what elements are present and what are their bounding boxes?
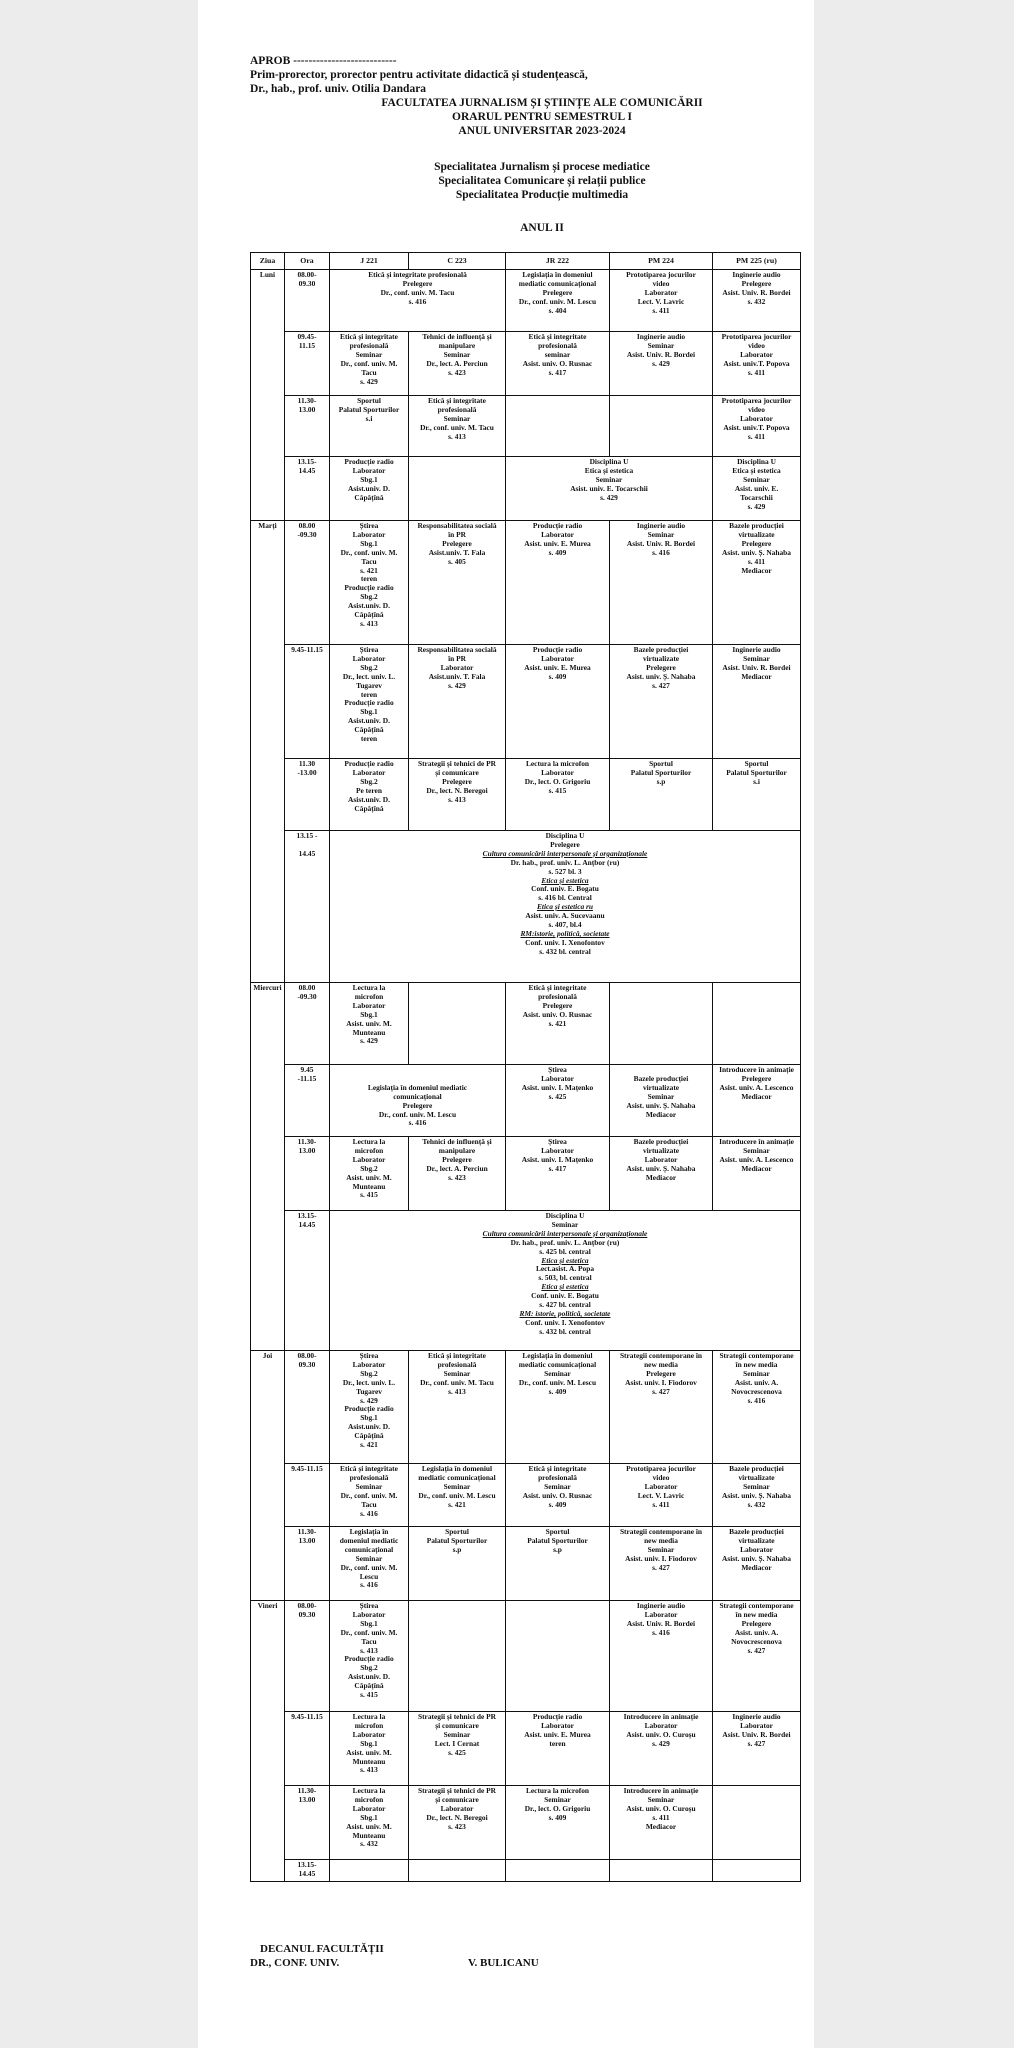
class-cell: Strategii contemporane în new media Prelegere Asist. univ. I. Fiodorov s. 427 [610,1351,713,1464]
table-header-row [251,253,801,270]
class-cell: Prototiparea jocurilor video Laborator Lect. V. Lavric s. 411 [610,1464,713,1527]
class-line: Asist. univ. A. Sucevaanu [525,911,605,921]
class-line: s. 407, bl.4 [548,920,582,930]
class-cell: Etică și integritate profesională Prelegere Dr., conf. univ. M. Tacu s. 416 [330,270,506,332]
class-cell: Inginerie audio Prelegere Asist. Univ. R. Bordei s. 432 [713,270,801,332]
dean-name: V. BULICANU [468,1957,539,1969]
class-line: s. 416 bl. Central [538,893,592,903]
time-cell: 13.15- 14.45 [285,1211,330,1351]
table-row [251,396,801,457]
class-cell [506,1860,610,1882]
class-line: s. 427 bl. central [539,1300,591,1310]
specialty-1: Specialitatea Jurnalism și procese mediatice [434,161,650,173]
time-cell: 08.00- 09.30 [285,270,330,332]
class-line: RM: istorie, politică, societate [519,1308,611,1318]
table-row [251,1860,801,1882]
class-cell: Legislația în domeniul mediatic comunicațional Prelegere Dr., conf. univ. M. Lescu s. 416 [330,1065,506,1137]
day-cell: Vineri [251,1601,285,1882]
col-header-c223: C 223 [409,253,506,270]
class-cell: Introducere în animație Laborator Asist. univ. O. Curoșu s. 429 [610,1712,713,1786]
class-line: Prelegere [550,839,580,849]
class-cell: Lectura la microfon Seminar Dr., lect. O. Grigoriu s. 409 [506,1786,610,1860]
specialty-3: Specialitatea Producție multimedia [455,189,629,201]
class-cell: Lectura la microfon Laborator Sbg.2 Asist. univ. M. Munteanu s. 415 [330,1137,409,1211]
class-cell: Bazele producției virtualizate Seminar Asist. univ. Ș. Nahaba Mediacor [610,1065,713,1137]
class-cell: Introducere în animație Seminar Asist. univ. O. Curoșu s. 411 Mediacor [610,1786,713,1860]
class-cell: Știrea Laborator Asist. univ. I. Mațenko s. 425 [506,1065,610,1137]
class-line: Dr. hab., prof. univ. L. Anțbor (ru) [510,1237,620,1247]
class-line: Cultura comunicării interpersonale și organizaționale [482,1228,648,1238]
col-header-pm224: PM 224 [610,253,713,270]
table-row [251,1211,801,1351]
class-cell [330,1860,409,1882]
class-cell [330,1211,801,1351]
year-of-study: ANUL II [520,222,564,234]
table-row [251,270,801,332]
class-line: Etica și estetica [541,875,589,885]
dean-title: DR., CONF. UNIV. [250,1957,340,1969]
class-line: s. 503, bl. central [538,1273,592,1283]
class-cell: Etică și integritate profesională Seminar Dr., conf. univ. M. Tacu s. 416 [330,1464,409,1527]
class-cell: Producție radio Laborator Sbg.1 Asist.univ. D. Căpățînă [330,457,409,521]
table-row [251,645,801,759]
class-cell [610,983,713,1065]
class-cell: Bazele producției virtualizate Laborator Asist. univ. Ș. Nahaba Mediacor [713,1527,801,1601]
class-cell [409,1860,506,1882]
class-cell: Introducere în animație Seminar Asist. univ. A. Lescenco Mediacor [713,1137,801,1211]
class-cell [713,983,801,1065]
col-header-time: Ora [285,253,330,270]
class-cell: Etică și integritate profesională Seminar Dr., conf. univ. M. Tacu s. 413 [409,396,506,457]
class-cell: Producție radio Laborator Asist. univ. E. Murea s. 409 [506,521,610,645]
class-line: Conf. univ. I. Xenofontov [525,937,605,947]
time-cell: 08.00- 09.30 [285,1601,330,1712]
class-cell: Legislația în domeniul mediatic comunicațional Seminar Dr., conf. univ. M. Lescu s. 409 [506,1351,610,1464]
table-row [251,1464,801,1527]
academic-year: ANUL UNIVERSITAR 2023-2024 [458,125,626,137]
table-row [251,457,801,521]
time-cell: 08.00 -09.30 [285,521,330,645]
col-header-j221: J 221 [330,253,409,270]
class-cell: Bazele producției virtualizate Laborator Asist. univ. Ș. Nahaba Mediacor [610,1137,713,1211]
approver-name: Dr., hab., prof. univ. Otilia Dandara [250,83,427,95]
class-cell: Sportul Palatul Sporturilor s.i [713,759,801,831]
class-cell [409,1601,506,1712]
class-cell: Producție radio Laborator Sbg.2 Pe teren Asist.univ. D. Căpățînă [330,759,409,831]
class-cell: Prototiparea jocurilor video Laborator Asist. univ.T. Popova s. 411 [713,396,801,457]
time-cell: 08.00 -09.30 [285,983,330,1065]
class-line: Conf. univ. I. Xenofontov [525,1317,605,1327]
class-cell [409,457,506,521]
day-cell: Joi [251,1351,285,1601]
class-line: Seminar [551,1219,579,1229]
class-cell: Legislația în domeniul mediatic comunicațional Prelegere Dr., conf. univ. M. Lescu s. 404 [506,270,610,332]
class-cell: Sportul Palatul Sporturilor s.p [610,759,713,831]
class-cell: Disciplina U Etica și estetica Seminar Asist. univ. E. Tocarschii s. 429 [713,457,801,521]
table-row [251,759,801,831]
class-cell: Știrea Laborator Sbg.1 Dr., conf. univ. M. Tacu s. 421 teren Producție radio Sbg.2 Asist.univ. D. Căpățînă s. 413 [330,521,409,645]
dean-label: DECANUL FACULTĂȚII [260,1943,384,1955]
table-row [251,1351,801,1464]
class-cell: Știrea Laborator Sbg.2 Dr., lect. univ. L. Tugarev s. 429 Producție radio Sbg.1 Asist.univ. D. Căpățînă s. 421 [330,1351,409,1464]
class-line: s. 432 bl. central [539,1326,591,1336]
class-line: Disciplina U [545,1211,585,1220]
class-cell: Etică și integritate profesională Seminar Dr., conf. univ. M. Tacu s. 429 [330,332,409,396]
time-cell: 11.30 -13.00 [285,759,330,831]
class-cell: Legislația în domeniul mediatic comunicațional Seminar Dr., conf. univ. M. Lescu s. 416 [330,1527,409,1601]
table-row [251,1065,801,1137]
day-cell: Luni [251,270,285,521]
col-header-jr222: JR 222 [506,253,610,270]
table-row [251,332,801,396]
col-header-day: Ziua [251,253,285,270]
class-line: Etica și estetica [541,1282,589,1292]
time-cell: 09.45- 11.15 [285,332,330,396]
class-line: Etica și estetica ru [536,902,594,912]
class-cell [610,396,713,457]
class-cell: Etică și integritate profesională Seminar Dr., conf. univ. M. Tacu s. 413 [409,1351,506,1464]
class-cell: Etică și integritate profesională seminar Asist. univ. O. Rusnac s. 417 [506,332,610,396]
time-cell: 9.45 -11.15 [285,1065,330,1137]
time-cell: 13.15 - 14.45 [285,831,330,983]
approve-line: APROB --------------------------- [250,55,397,67]
class-cell: Lectura la microfon Laborator Dr., lect. O. Grigoriu s. 415 [506,759,610,831]
time-cell: 11.30- 13.00 [285,1137,330,1211]
time-cell: 11.30- 13.00 [285,1527,330,1601]
table-row [251,1712,801,1786]
class-cell: Știrea Laborator Asist. univ. I. Mațenko s. 417 [506,1137,610,1211]
class-line: Etica și estetica [541,1255,589,1265]
class-cell: Știrea Laborator Sbg.1 Dr., conf. univ. M. Tacu s. 413 Producție radio Sbg.2 Asist.univ. D. Căpățînă s. 415 [330,1601,409,1712]
table-row [251,521,801,645]
class-cell [506,396,610,457]
table-row [251,983,801,1065]
class-cell: Tehnici de influență și manipulare Seminar Dr., lect. A. Perciun s. 423 [409,332,506,396]
table-row [251,1786,801,1860]
class-cell: Inginerie audio Laborator Asist. Univ. R. Bordei s. 427 [713,1712,801,1786]
class-cell: Inginerie audio Laborator Asist. Univ. R. Bordei s. 416 [610,1601,713,1712]
class-cell: Sportul Palatul Sporturilor s.p [409,1527,506,1601]
class-line: Conf. univ. E. Bogatu [531,884,599,894]
time-cell: 9.45-11.15 [285,645,330,759]
class-cell: Etică și integritate profesională Prelegere Asist. univ. O. Rusnac s. 421 [506,983,610,1065]
class-cell [409,983,506,1065]
col-header-pm225: PM 225 (ru) [713,253,801,270]
class-cell: Inginerie audio Seminar Asist. Univ. R. Bordei s. 416 [610,521,713,645]
day-cell: Miercuri [251,983,285,1351]
class-cell: Sportul Palatul Sporturilor s.i [330,396,409,457]
time-cell: 11.30- 13.00 [285,396,330,457]
class-cell: Strategii și tehnici de PR și comunicare Laborator Dr., lect. N. Beregoi s. 423 [409,1786,506,1860]
table-row [251,831,801,983]
class-cell: Lectura la microfon Laborator Sbg.1 Asist. univ. M. Munteanu s. 429 [330,983,409,1065]
class-cell: Disciplina U Etica și estetica Seminar Asist. univ. E. Tocarschii s. 429 [506,457,713,521]
class-cell: Strategii și tehnici de PR și comunicare Seminar Lect. I Cernat s. 425 [409,1712,506,1786]
time-cell: 13.15- 14.45 [285,457,330,521]
class-line: Disciplina U [545,831,585,840]
schedule-title: ORARUL PENTRU SEMESTRUL I [452,111,632,123]
table-row [251,1137,801,1211]
class-cell: Etică și integritate profesională Seminar Asist. univ. O. Rusnac s. 409 [506,1464,610,1527]
schedule-table [250,252,801,1882]
class-line: Lect.asist. A. Popa [535,1264,595,1274]
class-cell: Responsabilitatea socială în PR Laborator Asist.univ. T. Fala s. 429 [409,645,506,759]
class-line: s. 432 bl. central [539,946,591,956]
class-cell: Bazele producției virtualizate Prelegere Asist. univ. Ș. Nahaba s. 411 Mediacor [713,521,801,645]
class-line: s. 527 bl. 3 [548,866,582,876]
class-cell: Lectura la microfon Laborator Sbg.1 Asist. univ. M. Munteanu s. 432 [330,1786,409,1860]
time-cell: 9.45-11.15 [285,1464,330,1527]
day-cell: Marți [251,521,285,983]
class-cell: Producție radio Laborator Asist. univ. E. Murea teren [506,1712,610,1786]
class-cell: Inginerie audio Seminar Asist. Univ. R. Bordei Mediacor [713,645,801,759]
time-cell: 9.45-11.15 [285,1712,330,1786]
class-cell: Inginerie audio Seminar Asist. Univ. R. Bordei s. 429 [610,332,713,396]
class-line: s. 425 bl. central [539,1246,591,1256]
class-line: Dr. hab., prof. univ. L. Anțbor (ru) [510,857,620,867]
class-cell: Bazele producției virtualizate Prelegere Asist. univ. Ș. Nahaba s. 427 [610,645,713,759]
class-line: RM:istorie, politică, societate [520,928,610,938]
class-cell [330,831,801,983]
class-cell: Introducere în animație Prelegere Asist. univ. A. Lescenco Mediacor [713,1065,801,1137]
class-cell [506,1601,610,1712]
time-cell: 13.15- 14.45 [285,1860,330,1882]
class-cell: Lectura la microfon Laborator Sbg.1 Asist. univ. M. Munteanu s. 413 [330,1712,409,1786]
time-cell: 08.00- 09.30 [285,1351,330,1464]
class-cell: Știrea Laborator Sbg.2 Dr., lect. univ. L. Tugarev teren Producție radio Sbg.1 Asist.univ. D. Căpățînă teren [330,645,409,759]
class-line: Cultura comunicării interpersonale și organizaționale [482,848,648,858]
class-cell: Strategii contemporane în new media Seminar Asist. univ. A. Novocrescenova s. 416 [713,1351,801,1464]
class-cell [610,1860,713,1882]
class-cell [713,1860,801,1882]
class-cell: Sportul Palatul Sporturilor s.p [506,1527,610,1601]
class-cell: Tehnici de influență și manipulare Prelegere Dr., lect. A. Perciun s. 423 [409,1137,506,1211]
class-cell: Bazele producției virtualizate Seminar Asist. univ. Ș. Nahaba s. 432 [713,1464,801,1527]
class-cell: Strategii și tehnici de PR și comunicare Prelegere Dr., lect. N. Beregoi s. 413 [409,759,506,831]
specialty-2: Specialitatea Comunicare și relații publice [438,175,646,187]
approver-title: Prim-prorector, prorector pentru activitate didactică și studențească, [250,69,588,81]
table-row [251,1527,801,1601]
document-page [198,0,814,2048]
class-cell [713,1786,801,1860]
class-cell: Legislația în domeniul mediatic comunicațional Seminar Dr., conf. univ. M. Lescu s. 421 [409,1464,506,1527]
class-cell: Producție radio Laborator Asist. univ. E. Murea s. 409 [506,645,610,759]
faculty-title: FACULTATEA JURNALISM ȘI ȘTIINȚE ALE COMUNICĂRII [381,97,703,109]
class-cell: Strategii contemporane în new media Prelegere Asist. univ. A. Novocrescenova s. 427 [713,1601,801,1712]
class-cell: Prototiparea jocurilor video Laborator Asist. univ.T. Popova s. 411 [713,332,801,396]
class-cell: Responsabilitatea socială în PR Prelegere Asist.univ. T. Fala s. 405 [409,521,506,645]
time-cell: 11.30- 13.00 [285,1786,330,1860]
class-line: Conf. univ. E. Bogatu [531,1291,599,1301]
class-cell: Strategii contemporane în new media Seminar Asist. univ. I. Fiodorov s. 427 [610,1527,713,1601]
class-cell: Prototiparea jocurilor video Laborator Lect. V. Lavric s. 411 [610,270,713,332]
table-row [251,1601,801,1712]
